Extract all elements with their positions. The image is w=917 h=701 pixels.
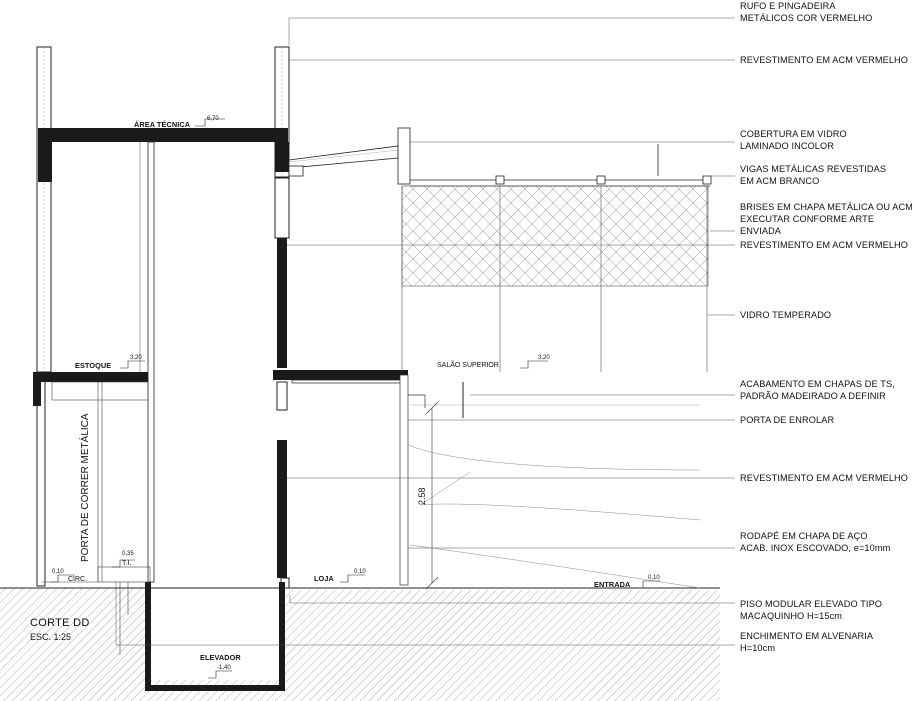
note-line: COBERTURA EM VIDRO: [740, 129, 847, 139]
note-line: REVESTIMENTO EM ACM VERMELHO: [740, 240, 909, 250]
note-acm-1: [740, 54, 908, 66]
level-salao-superior: 3,20: [538, 355, 550, 361]
note-piso: [740, 598, 882, 622]
note-line: RODAPÉ EM CHAPA DE AÇO: [740, 531, 868, 541]
note-rufo: [740, 0, 872, 24]
level-area-tecnica: 6,70: [207, 116, 219, 122]
ground-hatch: [0, 588, 720, 701]
elevator-shaft: [140, 142, 282, 688]
level-elevador: -1,40: [217, 665, 231, 671]
note-line: REVESTIMENTO EM ACM VERMELHO: [740, 55, 909, 65]
level-ti: 0,35: [122, 551, 134, 557]
note-line: METÁLICOS COR VERMELHO: [740, 13, 873, 23]
brises-panel: [402, 186, 708, 372]
note-line: ACABAMENTO EM CHAPAS DE TS,: [740, 379, 895, 389]
dimension-258: [426, 402, 438, 589]
note-line: PORTA DE ENROLAR: [740, 415, 835, 425]
note-cobertura: [740, 128, 847, 152]
left-wall: [37, 47, 51, 586]
leader-lines: [116, 18, 735, 645]
room-area-tecnica: ÁREA TÉCNICA: [134, 120, 191, 129]
sliding-door-label: PORTA DE CORRER METÁLICA: [80, 413, 91, 562]
note-brises: [740, 201, 913, 237]
note-acm-3: [740, 472, 908, 484]
note-acm-2: [740, 239, 908, 251]
drawing-title: CORTE DD: [30, 617, 90, 629]
room-ti: T.I.: [122, 560, 132, 567]
note-enchimento: [740, 630, 873, 654]
note-line: VIDRO TEMPERADO: [740, 310, 832, 320]
note-rodape: [740, 530, 890, 554]
note-line: ENCHIMENTO EM ALVENARIA: [740, 631, 874, 641]
ground-floor-facade: [400, 375, 700, 588]
level-loja: 0,10: [354, 569, 366, 575]
note-vidro: [740, 309, 831, 321]
level-estoque: 3,20: [130, 355, 142, 361]
room-loja: LOJA: [314, 574, 334, 583]
note-line: LAMINADO INCOLOR: [740, 141, 834, 151]
level-entrada: 0,10: [648, 575, 660, 581]
room-salao-superior: SALÃO SUPERIOR: [437, 362, 499, 369]
note-line: PADRÃO MADEIRADO A DEFINIR: [740, 391, 886, 401]
note-acabamento: [740, 378, 895, 402]
note-line: ENVIADA: [740, 226, 782, 236]
note-line: EXECUTAR CONFORME ARTE: [740, 214, 875, 224]
room-elevador: ELEVADOR: [200, 653, 241, 662]
note-line: PISO MODULAR ELEVADO TIPO: [740, 599, 883, 609]
note-line: MACAQUINHO H=15cm: [740, 611, 843, 621]
drawing-scale: ESC. 1:25: [30, 632, 72, 642]
level-circ: 0,10: [52, 569, 64, 575]
note-line: RUFO E PINGADEIRA: [740, 1, 836, 11]
room-circ: CIRC.: [68, 576, 88, 583]
dimension-label: 2.58: [417, 487, 427, 505]
note-line: REVESTIMENTO EM ACM VERMELHO: [740, 473, 909, 483]
room-entrada: ENTRADA: [594, 580, 631, 589]
note-line: H=10cm: [740, 643, 776, 653]
note-line: BRISES EM CHAPA METÁLICA OU ACM: [740, 202, 913, 212]
note-line: EM ACM BRANCO: [740, 176, 820, 186]
note-line: ACAB. INOX ESCOVADO, e=10mm: [740, 543, 891, 553]
glass-canopy: [289, 128, 711, 186]
note-vigas: [740, 163, 886, 187]
note-line: VIGAS METÁLICAS REVESTIDAS: [740, 164, 887, 174]
note-porta: [740, 414, 834, 426]
room-estoque: ESTOQUE: [75, 361, 112, 370]
